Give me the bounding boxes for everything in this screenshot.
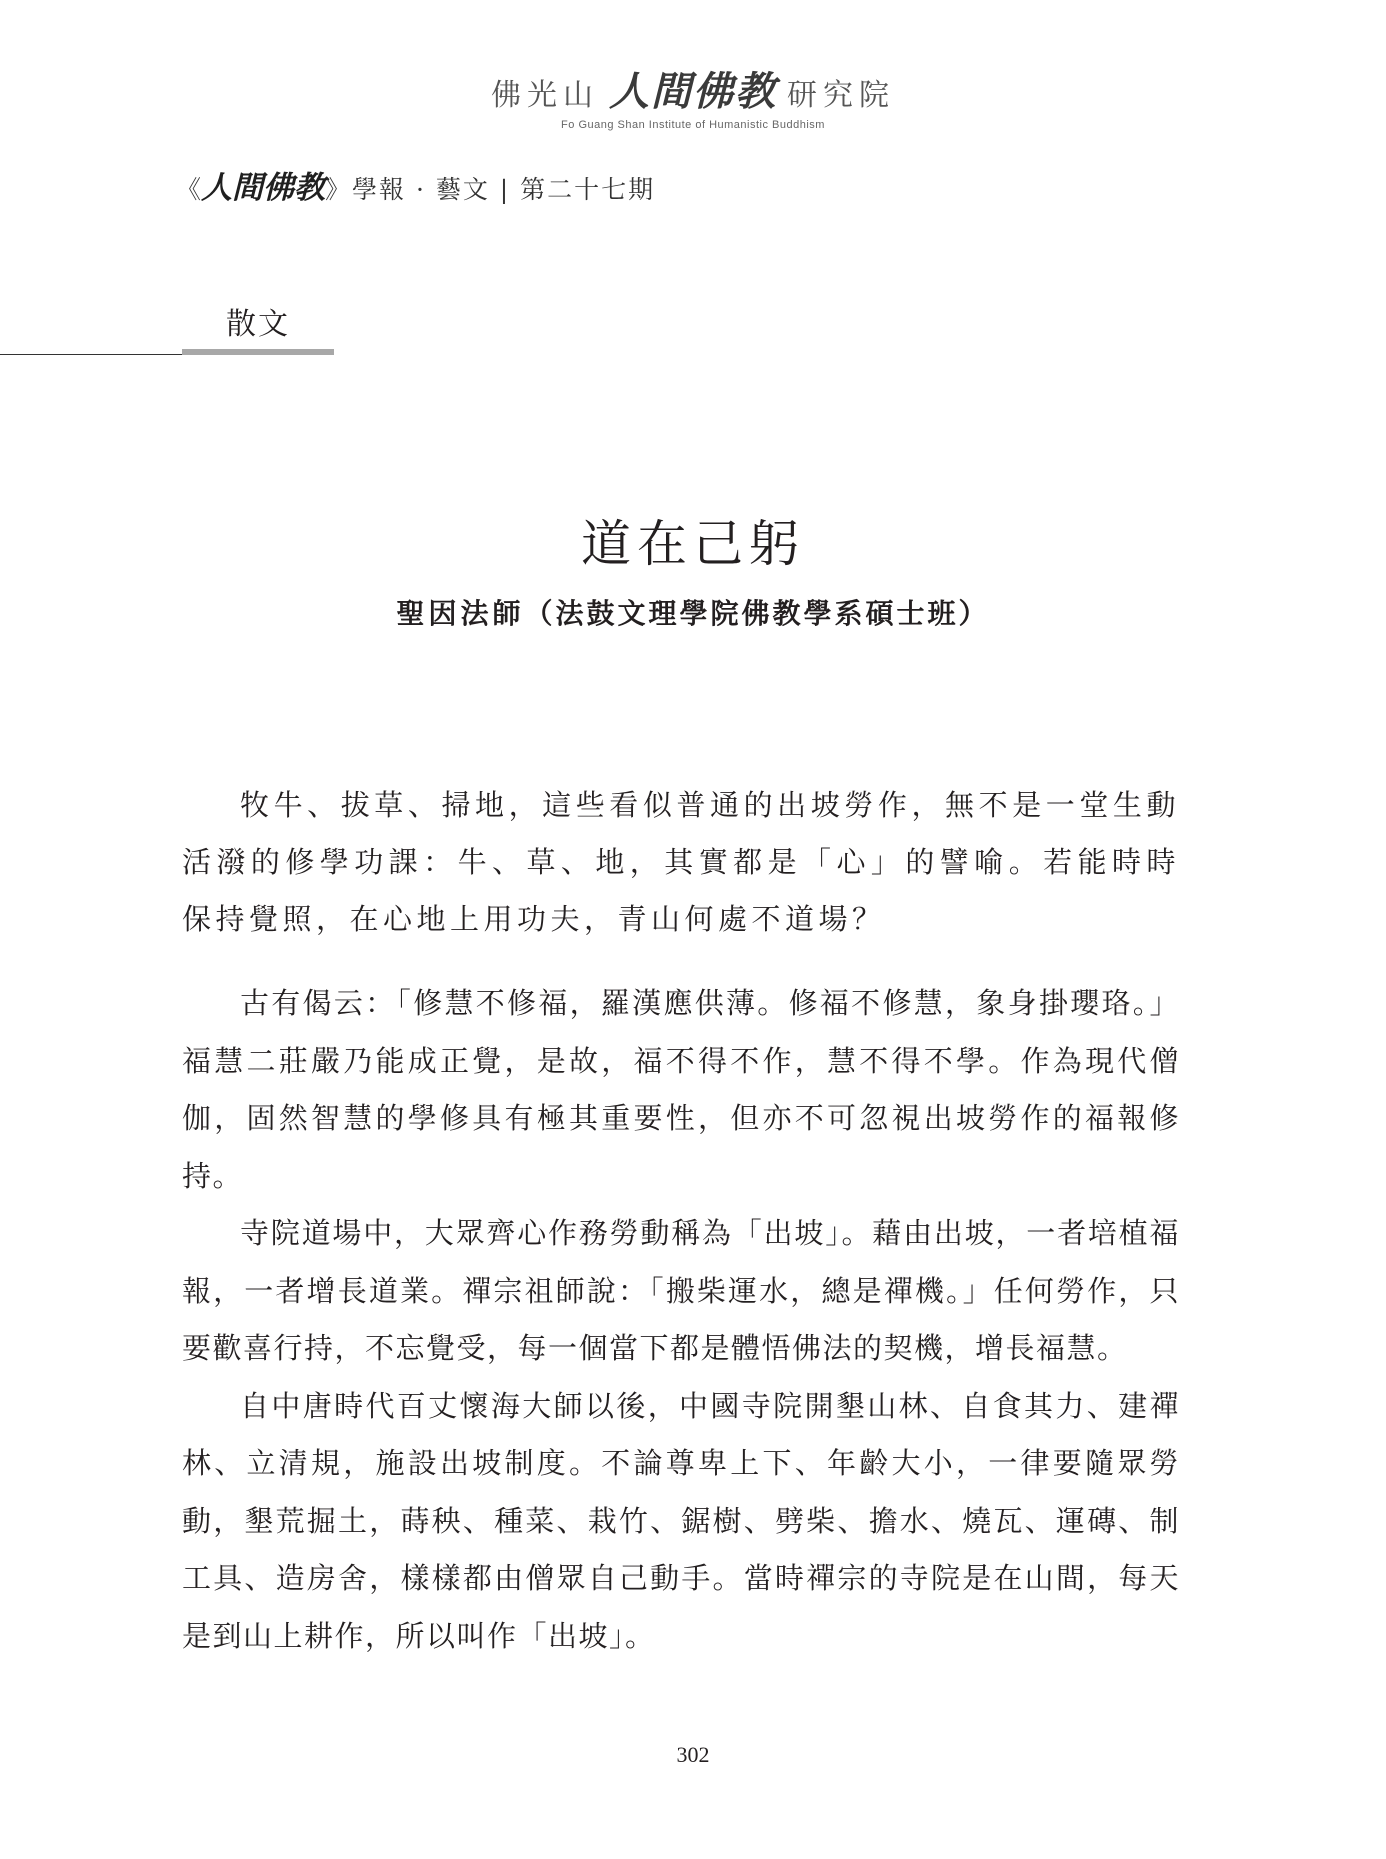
author-affiliation: （法鼓文理學院佛教學系碩士班） — [524, 597, 990, 630]
institute-brand-logo: 人間佛教 — [609, 68, 777, 115]
author-line — [0, 592, 1386, 632]
body-paragraph: 古有偈云：「修慧不修福，羅漢應供薄。修福不修慧，象身掛瓔珞。」福慧二莊嚴乃能成正覺，是故，福不得不作，慧不得不學。作為現代僧伽，固然智慧的學修具有極其重要性，但亦不可忽視出坡勞作的福報修持。 — [182, 986, 1180, 1193]
page-number: 302 — [676, 1742, 710, 1767]
journal-open-bracket: 《 — [176, 175, 202, 204]
institute-header — [0, 60, 1386, 131]
article-intro: 牧牛、拔草、掃地，這些看似普通的出坡勞作，無不是一堂生動活潑的修學功課：牛、草、地，其實都是「心」的譬喻。若能時時保持覺照，在心地上用功夫，青山何處不道場？ — [182, 788, 1180, 936]
institute-suffix: 研究院 — [787, 78, 895, 113]
author-name: 聖因法師 — [396, 597, 525, 630]
institute-english-name: Fo Guang Shan Institute of Humanistic Buddhism — [561, 119, 825, 131]
institute-name — [491, 60, 895, 117]
article-body — [182, 975, 1180, 1665]
institute-prefix: 佛光山 — [491, 78, 599, 113]
journal-issue: 》學報 · 藝文 | 第二十七期 — [325, 175, 656, 204]
article-title: 道在己躬 — [581, 514, 805, 573]
section-rule-accent — [182, 349, 334, 355]
body-paragraph: 寺院道場中，大眾齊心作務勞動稱為「出坡」。藉由出坡，一者培植福報，一者增長道業。禪宗祖師說：「搬柴運水，總是禪機。」任何勞作，只要歡喜行持，不忘覺受，每一個當下都是體悟佛法的契機，增長福慧。 — [182, 1216, 1180, 1365]
journal-brand: 人間佛教 — [201, 170, 326, 206]
section-label: 散文 — [226, 307, 290, 342]
body-paragraph: 自中唐時代百丈懷海大師以後，中國寺院開墾山林、自食其力、建禪林、立清規，施設出坡制度。不論尊卑上下、年齡大小，一律要隨眾勞動，墾荒掘土，蒔秧、種菜、栽竹、鋸樹、劈柴、擔水、燒瓦、運磚、制工具、造房舍，樣樣都由僧眾自己動手。當時禪宗的寺院是在山間，每天是到山上耕作，所以叫作「出坡」。 — [182, 1388, 1180, 1653]
journal-running-head — [176, 162, 655, 207]
